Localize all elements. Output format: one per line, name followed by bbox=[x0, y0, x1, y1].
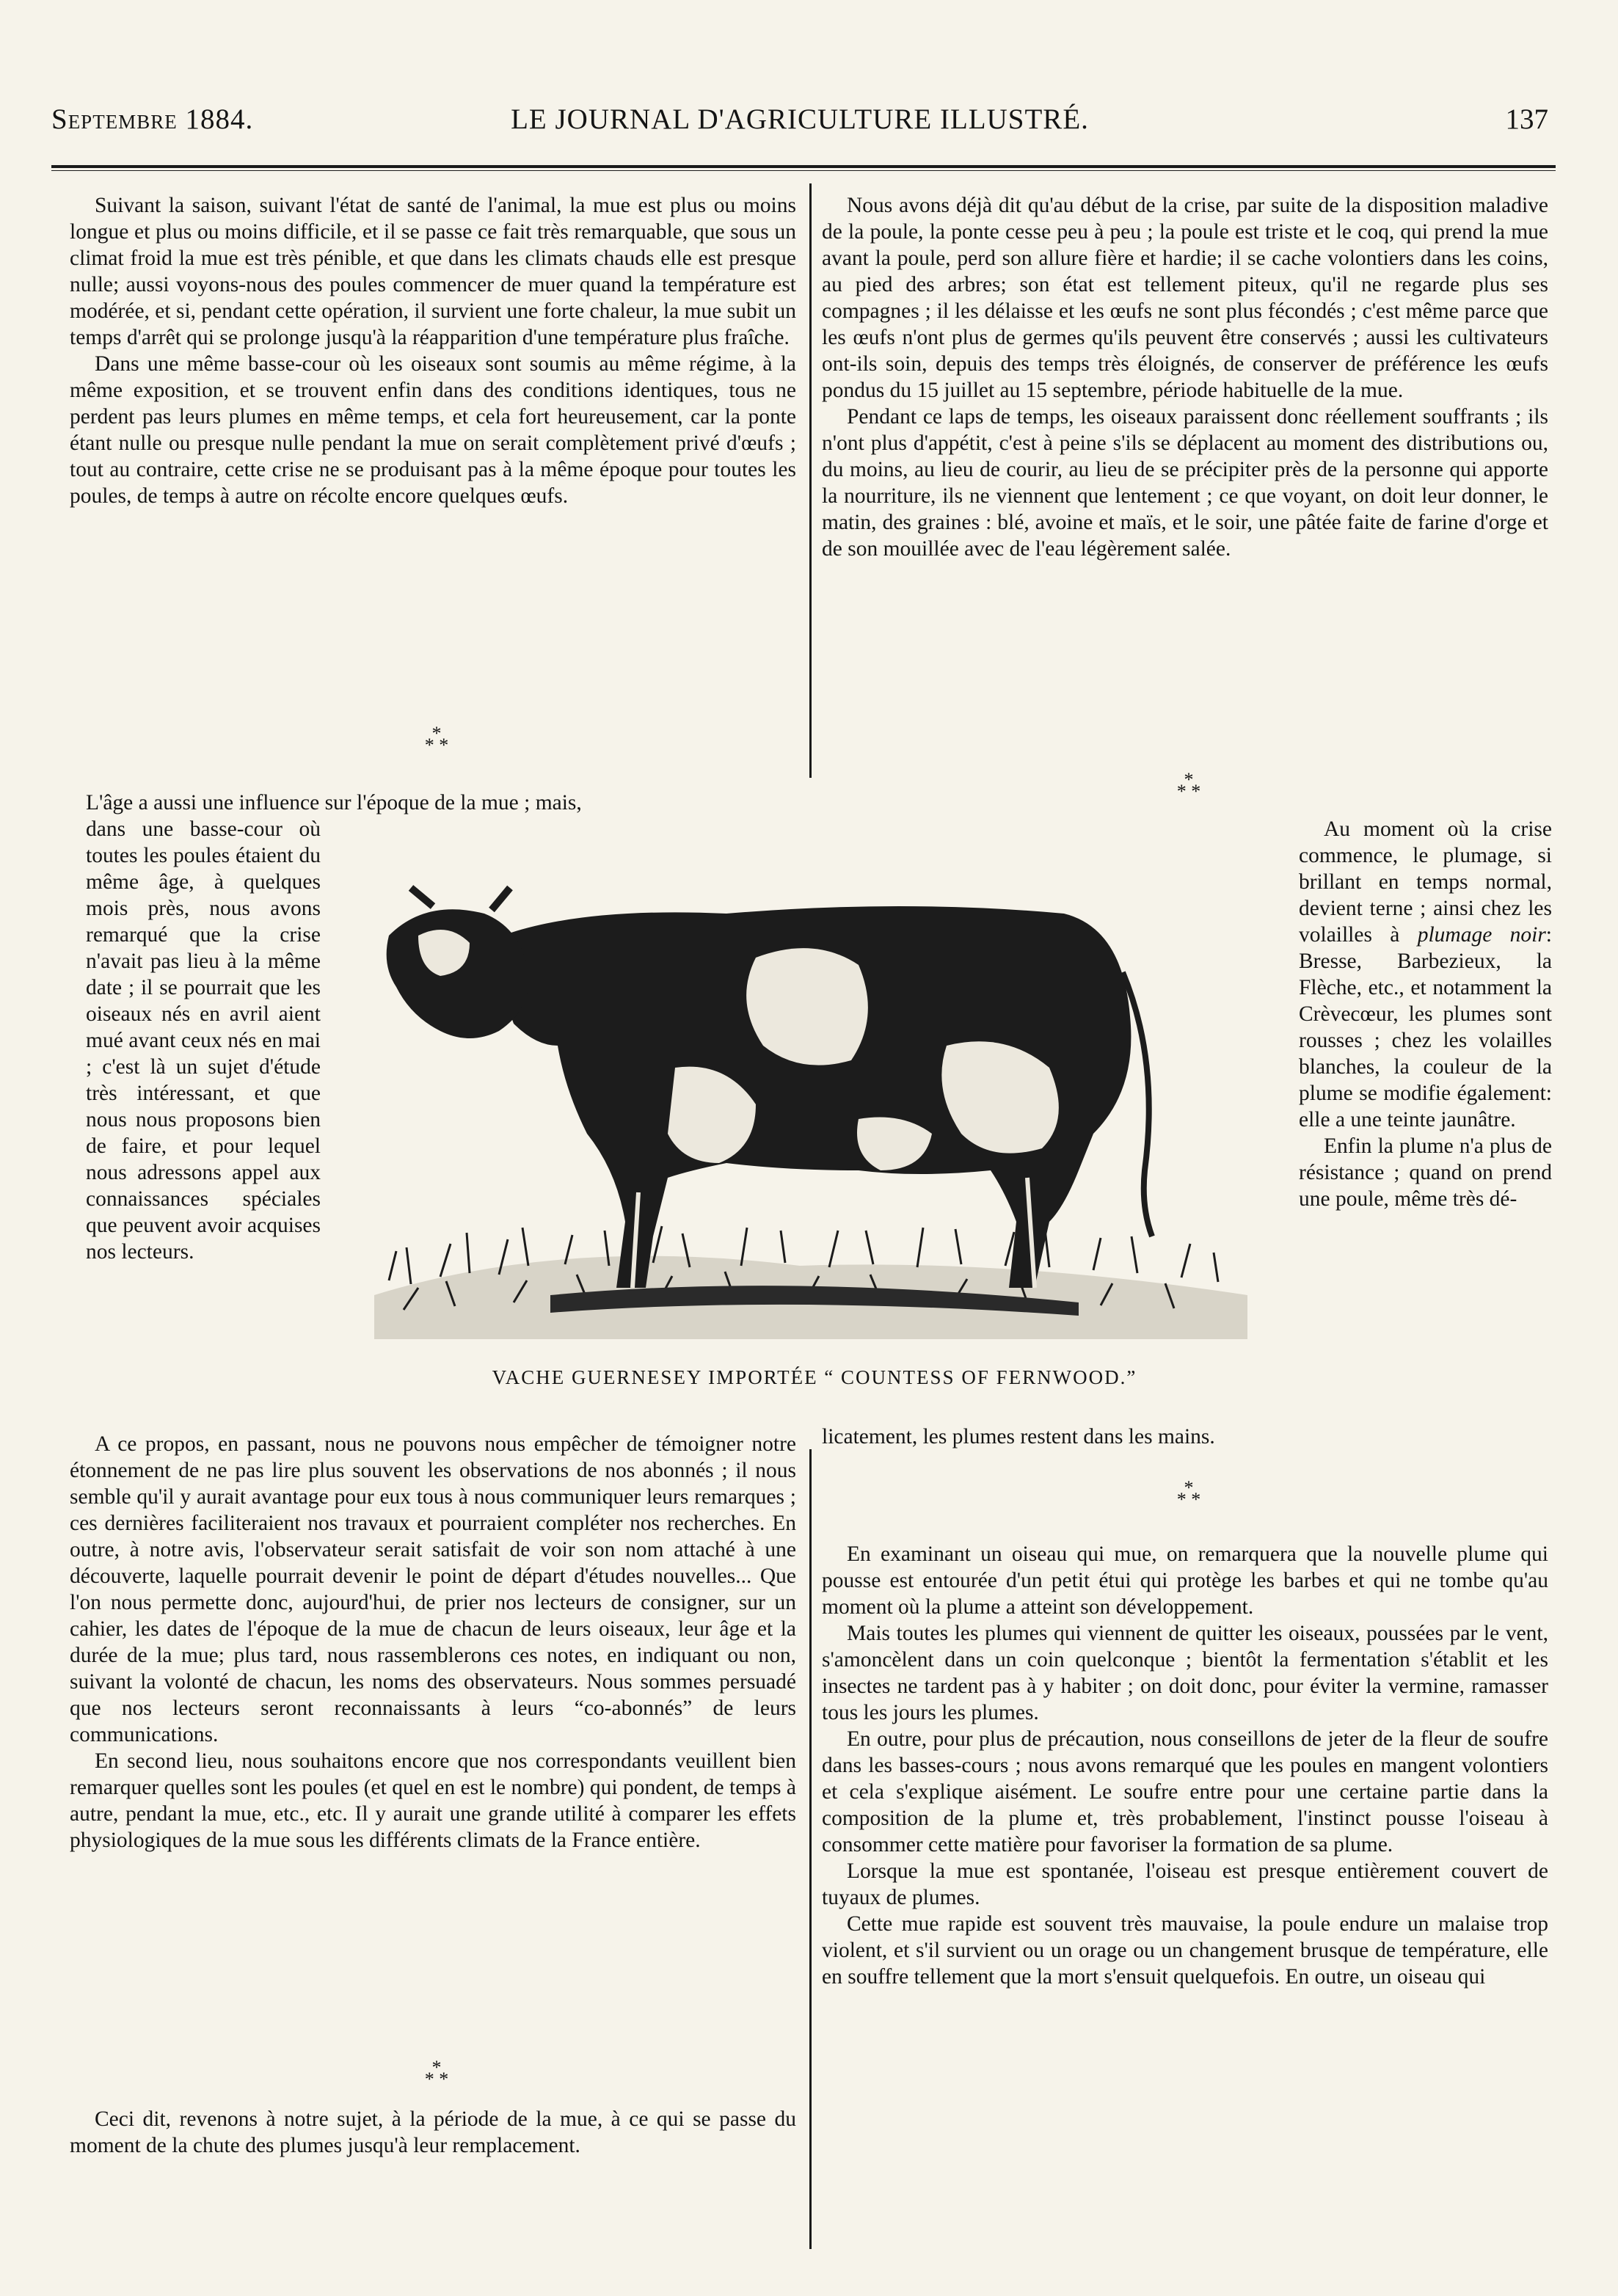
column-2-continuation: licatement, les plumes restent dans les mains. bbox=[822, 1425, 1215, 1448]
figure-caption: VACHE GUERNESEY IMPORTÉE “ COUNTESS OF FERNWOOD.” bbox=[492, 1366, 1137, 1388]
wrap-text-left: dans une basse-cour où toutes les poules étaient du même âge, à quelques mois près, nous avons remarqué que la crise n'avait pas lieu à la même date ; il se pourrait que les oiseaux nés en avril aient mué avant ceux nés en mai ; c'est là un sujet d'étude très intéressant, et que nous nous proposons bien de faire, et pour lequel nous adressons appel aux connaissances spéciales que peuvent avoir acquises nos lecteurs. bbox=[86, 817, 321, 1264]
paragraph: Cette mue rapide est souvent très mauvaise, la poule endure un malaise trop violent, et s'il survient ou un orage ou un changement brusque de température, elle en souffre tellement que la mort s'ensuit quelquefois. En outre, un oiseau qui bbox=[822, 1912, 1548, 1989]
section-separator: * * * bbox=[1176, 1477, 1201, 1510]
paragraph: Nous avons déjà dit qu'au début de la crise, par suite de la disposition maladive de la poule, la ponte cesse peu à peu ; la poule est triste et le coq, qui prend la mue avant la poule, perd son allure fière et hardie; il se cache volontiers dans les coins, au pied des arbres; son état est tellement piteux, qu'il ne regarde plus ses compagnes ; il les délaisse et les œufs ne sont plus fécondés ; c'est même parce que les œufs n'ont plus de germes qu'ils peuvent être conservés ; aussi les cultivateurs ont-ils soin, depuis des temps très éloignés, de conserver de préférence les œufs pondus du 15 juillet au 15 septembre, période habituelle de la mue. bbox=[822, 194, 1548, 402]
section-separator: * * * bbox=[424, 2057, 449, 2090]
column-1-top bbox=[70, 192, 796, 509]
age-paragraph-start: L'âge a aussi une influence sur l'époque de la mue ; mais, bbox=[86, 791, 582, 814]
journal-title: LE JOURNAL D'AGRICULTURE ILLUSTRÉ. bbox=[511, 103, 1089, 135]
column-2-top bbox=[822, 192, 1548, 562]
page-header bbox=[51, 103, 1548, 139]
section-separator: * * * bbox=[424, 723, 449, 756]
wrap-text-right bbox=[1299, 816, 1552, 1212]
column-2-bottom bbox=[822, 1541, 1548, 1990]
header-rule-thin bbox=[51, 170, 1556, 171]
column-divider-bottom bbox=[809, 1449, 812, 2249]
grass-ground bbox=[374, 1226, 1247, 1339]
paragraph: Dans une même basse-cour où les oiseaux sont soumis au même régime, à la même exposition, et se trouvent enfin dans des conditions identiques, tous ne perdent pas leurs plumes en même temps, et cela fort heureusement, car la ponte étant nulle ou presque nulle pendant la mue on serait complètement privé d'œufs ; tout au contraire, cette crise ne se produisant pas à la même époque pour toutes les poules, de temps à autre on récolte encore quelques œufs. bbox=[70, 352, 796, 508]
paragraph: Pendant ce laps de temps, les oiseaux paraissent donc réellement souffrants ; ils n'ont plus d'appétit, c'est à peine s'ils se déplacent au moment des distributions ou, du moins, au lieu de courir, au lieu de se précipiter près de la personne qui apporte la nourriture, ils ne viennent que lentement ; ce que voyant, on doit leur donner, le matin, des graines : blé, avoine et maïs, et le soir, une pâtée faite de farine d'orge et de son mouillée avec de l'eau légèrement salée. bbox=[822, 405, 1548, 561]
paragraph: Lorsque la mue est spontanée, l'oiseau est presque entièrement couvert de tuyaux de plumes. bbox=[822, 1859, 1548, 1909]
paragraph: En outre, pour plus de précaution, nous conseillons de jeter de la fleur de soufre dans les basses-cours ; nous avons remarqué que les poules en mangent volontiers et cela s'explique aisément. Le soufre entre pour une certaine partie dans la composition de la plume et, très probablement, l'instinct pousse l'oiseau à consommer cette matière pour favoriser la formation de sa plume. bbox=[822, 1727, 1548, 1856]
header-date: Septembre 1884. bbox=[51, 103, 254, 135]
header-rule bbox=[51, 165, 1556, 168]
paragraph: En examinant un oiseau qui mue, on remarquera que la nouvelle plume qui pousse est entourée d'un petit étui qui protège les barbes et qui ne tombe qu'au moment où la plume a atteint son développement. bbox=[822, 1542, 1548, 1619]
section-separator: * * * bbox=[1176, 769, 1201, 802]
paragraph: Au moment où la crise commence, le plumage, si brillant en temps normal, devient terne ; ainsi chez les volailles à plumage noir: Bresse, Barbezieux, la Flèche, etc., et notamment la Crèvecœur, les plumes sont rousses ; chez les volailles blanches, la couleur de la plume se modifie également: elle a une teinte jaunâtre. bbox=[1299, 817, 1552, 1131]
paragraph: Suivant la saison, suivant l'état de santé de l'animal, la mue est plus ou moins longue et plus ou moins difficile, et il se passe ce fait très remarquable, que sous un climat froid la mue est très pénible, et que dans les climats chauds elle est presque nulle; aussi voyons-nous des poules commencer de muer quand la température est modérée, et si, pendant cette opération, il survient une forte chaleur, la mue subit un temps d'arrêt qui se prolonge jusqu'à la réapparition d'une température plus fraîche. bbox=[70, 194, 797, 349]
paragraph: Enfin la plume n'a plus de résistance ; quand on prend une poule, même très dé- bbox=[1299, 1134, 1552, 1211]
cow bbox=[387, 888, 1152, 1288]
italic-term: plumage noir bbox=[1417, 923, 1546, 947]
cow-illustration bbox=[345, 826, 1277, 1369]
column-divider-top bbox=[809, 183, 812, 778]
column-1-final bbox=[70, 2106, 796, 2159]
column-1-bottom bbox=[70, 1431, 796, 1854]
page-number: 137 bbox=[1505, 103, 1548, 135]
paragraph: En second lieu, nous souhaitons encore que nos correspondants veuillent bien remarquer quelles sont les poules (et quel en est le nombre) qui pondent, de temps à autre, pendant la mue, etc., etc. Il y aurait une grande utilité à comparer les effets physiologiques de la mue sous les différents climats de la France entière. bbox=[70, 1749, 796, 1852]
paragraph: Mais toutes les plumes qui viennent de quitter les oiseaux, poussées par le vent, s'amoncèlent dans un coin quelconque ; bientôt la fermentation s'établit et les insectes ne tardent pas à y habiter ; on doit donc, pour éviter la vermine, ramasser tous les jours les plumes. bbox=[822, 1622, 1548, 1724]
paragraph: Ceci dit, revenons à notre sujet, à la période de la mue, à ce qui se passe du moment de la chute des plumes jusqu'à leur remplacement. bbox=[70, 2107, 796, 2157]
paragraph: A ce propos, en passant, nous ne pouvons nous empêcher de témoigner notre étonnement de ne pas lire plus souvent les observations de nos abonnés ; il nous semble qu'il y aurait avantage pour eux tous à nous communiquer leurs remarques ; ces dernières faciliteraient nos travaux et pourraient compléter nos recherches. En outre, à notre avis, l'observateur serait satisfait de voir son nom attaché à une découverte, laquelle pourrait devenir le point de départ d'études nouvelles... Que l'on nous permette donc, aujourd'hui, de prier nos lecteurs de consigner, sur un cahier, les dates de l'époque de la mue de chacun de leurs oiseaux, leur âge et la durée de la mue; plus tard, nous rassemblerons ces notes, en indiquant ou non, suivant la volonté de chacun, les noms des observateurs. Nous sommes persuadé que nos lecteurs seront reconnaissants à leurs “co-abonnés” de leurs communications. bbox=[70, 1432, 796, 1746]
